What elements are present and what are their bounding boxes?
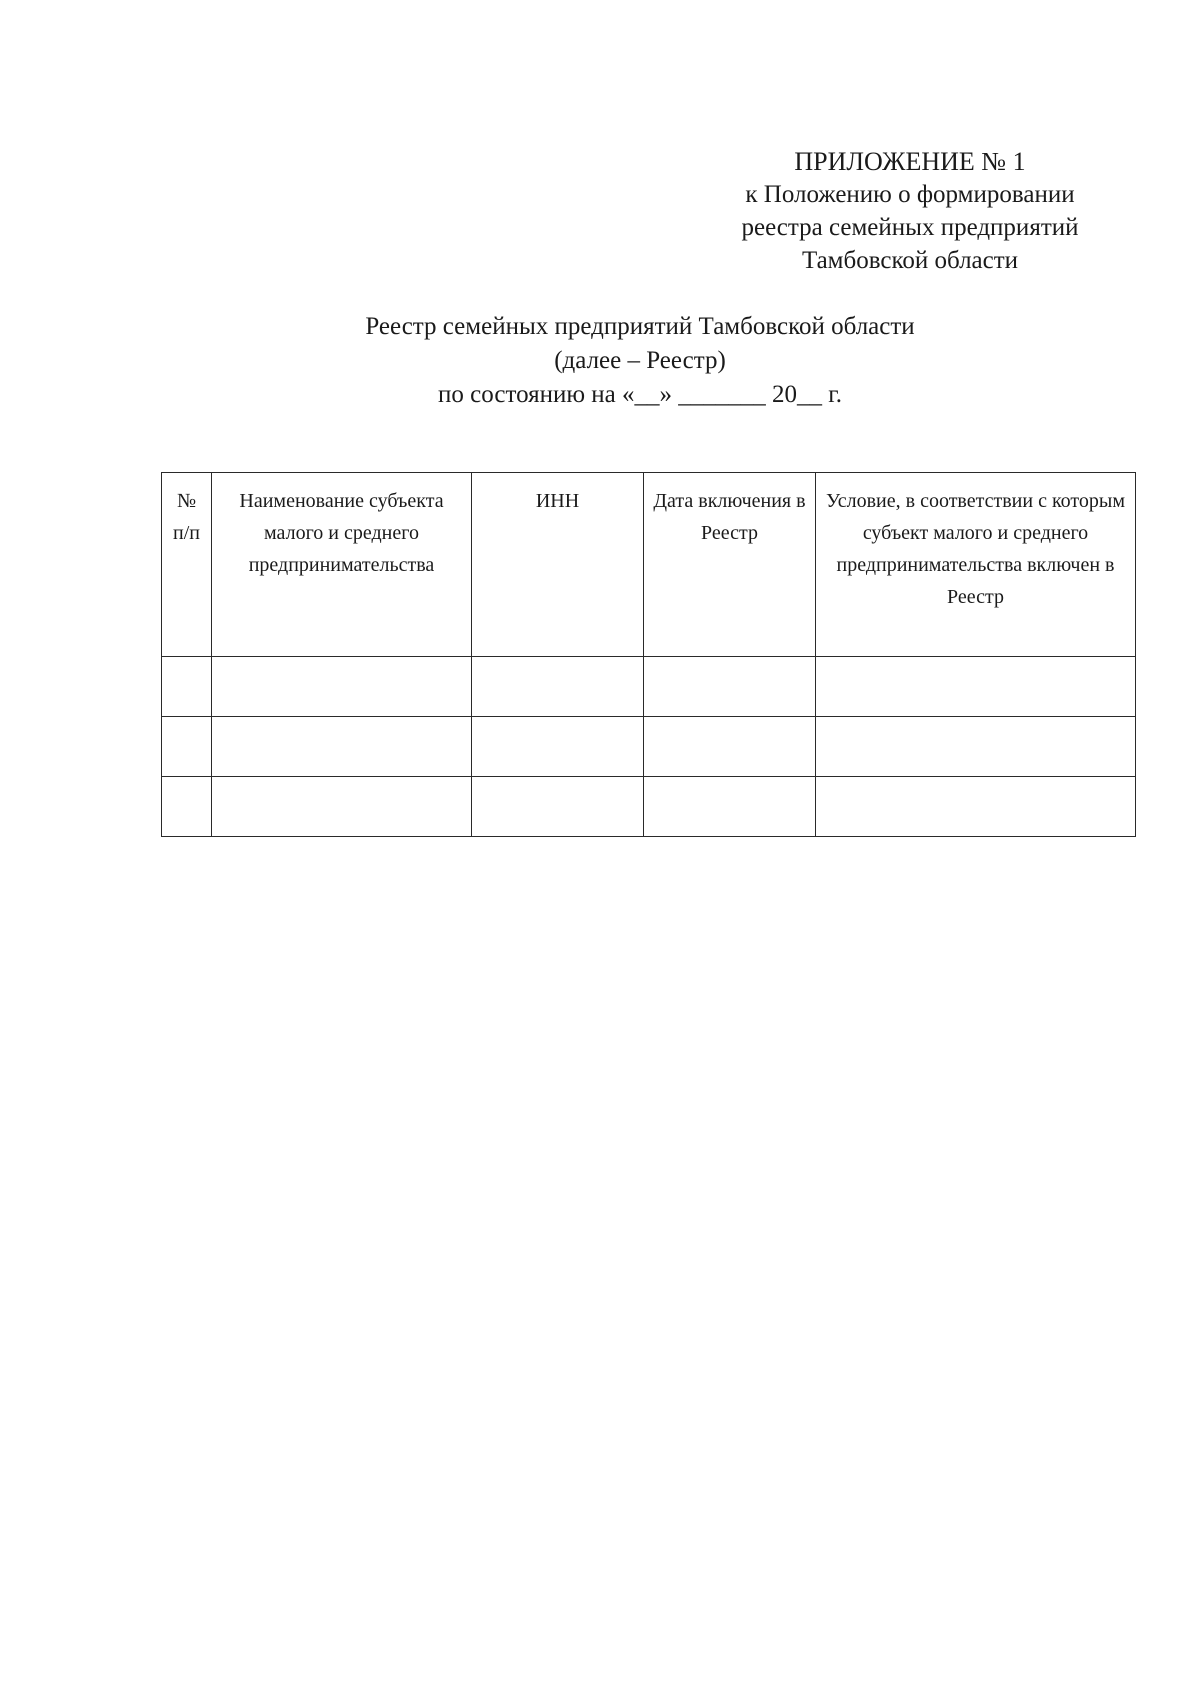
table-cell xyxy=(472,657,644,717)
table-row xyxy=(162,717,1136,777)
table-cell xyxy=(212,777,472,837)
document-title xyxy=(250,310,1030,412)
appendix-heading: ПРИЛОЖЕНИЕ № 1 xyxy=(794,147,1026,176)
table-cell xyxy=(162,777,212,837)
appendix-block xyxy=(700,145,1120,277)
table-cell xyxy=(644,657,816,717)
table-cell xyxy=(816,717,1136,777)
header-date: Дата включения в Реестр xyxy=(644,473,816,657)
header-inn: ИНН xyxy=(472,473,644,657)
table-cell xyxy=(472,717,644,777)
header-number: № п/п xyxy=(162,473,212,657)
table-cell xyxy=(816,777,1136,837)
appendix-line-3: Тамбовской области xyxy=(801,247,1019,274)
table-cell xyxy=(162,717,212,777)
table-header-row xyxy=(162,473,1136,657)
table-cell xyxy=(816,657,1136,717)
appendix-line-1: к Положению о формировании xyxy=(745,181,1075,208)
title-line-2: (далее – Реестр) xyxy=(554,347,726,374)
header-name: Наименование субъекта малого и среднего предпринимательства xyxy=(212,473,472,657)
title-line-1: Реестр семейных предприятий Тамбовской области xyxy=(365,313,915,340)
header-condition: Условие, в соответствии с которым субъект малого и среднего предпринимательства включен в Реестр xyxy=(816,473,1136,657)
table-cell xyxy=(472,777,644,837)
table-row xyxy=(162,657,1136,717)
table-cell xyxy=(212,717,472,777)
appendix-line-2: реестра семейных предприятий xyxy=(741,214,1079,241)
table-cell xyxy=(644,717,816,777)
table-cell xyxy=(212,657,472,717)
registry-table xyxy=(161,472,1136,837)
table-cell xyxy=(644,777,816,837)
table-row xyxy=(162,777,1136,837)
title-line-3: по состоянию на «__» _______ 20__ г. xyxy=(438,381,842,408)
table-cell xyxy=(162,657,212,717)
